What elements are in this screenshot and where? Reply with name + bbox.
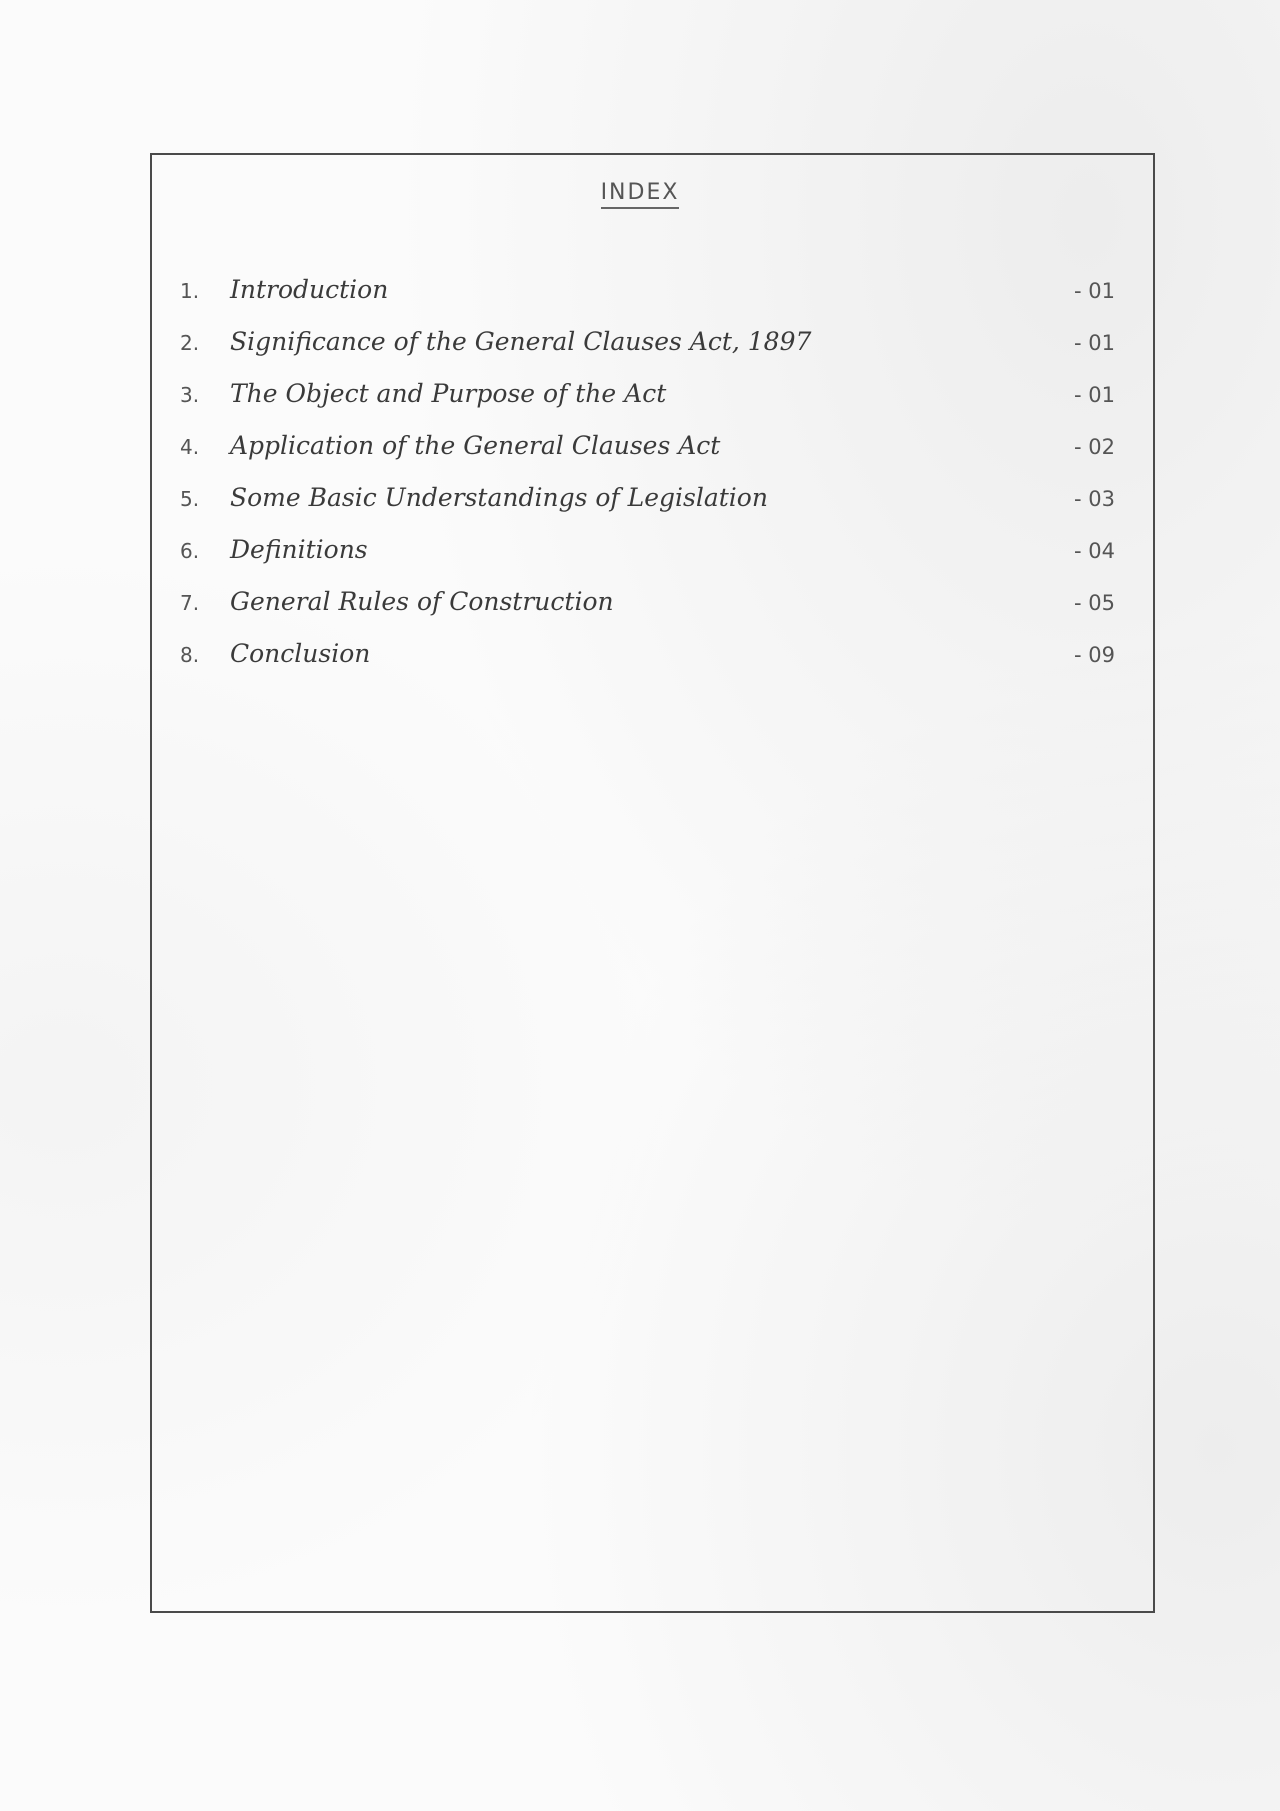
toc-entry-page: - 01 [1074, 383, 1115, 407]
toc-entry-3 [180, 379, 1115, 431]
toc-entry-page: - 02 [1074, 435, 1115, 459]
toc-entry-page: - 09 [1074, 643, 1115, 667]
index-heading-text: INDEX [601, 180, 680, 209]
toc-entry-title: Some Basic Understandings of Legislation [230, 483, 768, 512]
toc-entry-title: General Rules of Construction [230, 587, 614, 616]
toc-entry-title: Definitions [230, 535, 368, 564]
toc-entry-page: - 03 [1074, 487, 1115, 511]
toc-entry-2 [180, 327, 1115, 379]
toc-entry-title: Introduction [230, 275, 389, 304]
toc-entry-page: - 01 [1074, 331, 1115, 355]
toc-entry-title: The Object and Purpose of the Act [230, 379, 667, 408]
toc-entry-page: - 01 [1074, 279, 1115, 303]
toc-entry-number: 5. [180, 487, 200, 511]
toc-entry-8 [180, 639, 1115, 691]
toc-entry-number: 2. [180, 331, 200, 355]
toc-entry-title: Significance of the General Clauses Act, 1897 [230, 327, 812, 356]
toc-entry-number: 4. [180, 435, 200, 459]
toc-entry-5 [180, 483, 1115, 535]
toc-entry-page: - 05 [1074, 591, 1115, 615]
toc-entry-6 [180, 535, 1115, 587]
toc-entry-page: - 04 [1074, 539, 1115, 563]
toc-entry-title: Conclusion [230, 639, 371, 668]
table-of-contents [180, 275, 1115, 691]
toc-entry-number: 8. [180, 643, 200, 667]
toc-entry-7 [180, 587, 1115, 639]
toc-entry-number: 7. [180, 591, 200, 615]
toc-entry-1 [180, 275, 1115, 327]
index-heading [0, 180, 1280, 205]
toc-entry-number: 1. [180, 279, 200, 303]
toc-entry-4 [180, 431, 1115, 483]
toc-entry-title: Application of the General Clauses Act [230, 431, 721, 460]
toc-entry-number: 6. [180, 539, 200, 563]
toc-entry-number: 3. [180, 383, 200, 407]
